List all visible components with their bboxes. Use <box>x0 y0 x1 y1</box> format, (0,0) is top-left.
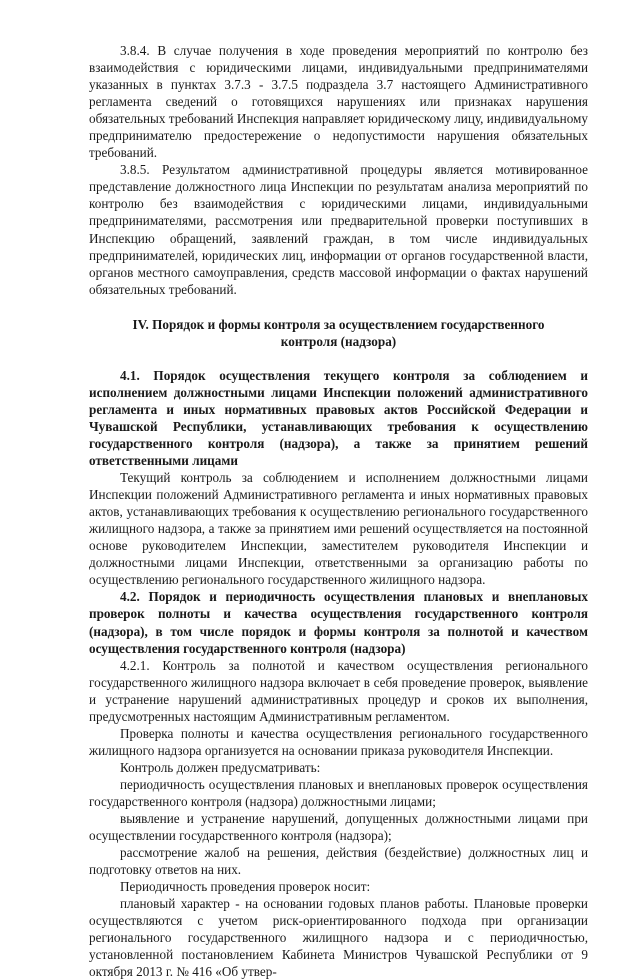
paragraph-3-8-5: 3.8.5. Результатом административной процедуры является мотивированное представление должностного лица Инспекции по результатам анализа мероприятий по контролю без взаимодействия с юридическими лицами, индивидуальными предпринимателями, рассмотрения или предварительной проверки поступивших в Инспекцию обращений, заявлений граждан, в том числе индивидуальных предпринимателей, юридических лиц, информации от органов государственной власти, органов местного самоуправления, средств массовой информации о фактах нарушений обязательных требований. <box>89 162 588 297</box>
spacer <box>89 298 588 316</box>
paragraph-periodicity-intro: Периодичность проведения проверок носит: <box>120 879 371 895</box>
paragraph-control-intro: Контроль должен предусматривать: <box>120 759 321 775</box>
list-item-complaints: рассмотрение жалоб на решения, действия (бездействие) должностных лиц и подготовку ответов на них. <box>89 845 588 878</box>
paragraph-check-organization: Проверка полноты и качества осуществления регионального государственного жилищного надзора организуется на основании приказа руководителя Инспекции. <box>89 725 588 758</box>
spacer <box>89 350 588 367</box>
list-item-periodicity: периодичность осуществления плановых и внеплановых проверок осуществления государственного контроля (надзора) должностными лицами; <box>89 776 588 809</box>
paragraph-3-8-4: 3.8.4. В случае получения в ходе проведения мероприятий по контролю без взаимодействия с юридическими лицами, индивидуальными предпринимателями указанных в пунктах 3.7.3 - 3.7.5 подраздела 3.7 настоящего Административного регламента сведений о готовящихся нарушениях или признаках нарушения обязательных требований Инспекция направляет юридическому лицу, индивидуальному предпринимателю предостережение о недопустимости нарушения обязательных требований. <box>89 43 588 161</box>
list-item-violations: выявление и устранение нарушений, допущенных должностными лицами при осуществлении государственного контроля (надзора); <box>89 811 588 844</box>
paragraph-4-2-1: 4.2.1. Контроль за полнотой и качеством осуществления регионального государственного жилищного надзора включает в себя проведение проверок, выявление и устранение нарушений административных процедур и сроков их выполнения, предусмотренных настоящим Административным регламентом. <box>89 657 588 724</box>
paragraph-planned-checks: плановый характер - на основании годовых планов работы. Плановые проверки осуществляются с учетом риск-ориентированного подхода при организации регионального государственного жилищного надзора и с периодичностью, установленной постановлением Кабинета Министров Чувашской Республики от 9 октября 2013 г. № 416 «Об утвер- <box>89 896 588 980</box>
subsection-4-2-heading: 4.2. Порядок и периодичность осуществления плановых и внеплановых проверок полноты и качества осуществления государственного контроля (надзора), в том числе порядок и формы контроля за полнотой и качеством осуществления государственного контроля (надзора) <box>89 589 588 656</box>
paragraph-4-1: Текущий контроль за соблюдением и исполнением должностными лицами Инспекции положений Административного регламента и иных нормативных правовых актов, устанавливающих требования к осуществлению регионального государственного жилищного надзора, а также за принятием ими решений осуществляется на постоянной основе руководителем Инспекции, заместителем руководителя Инспекции и должностными лицами Инспекции, ответственными за организацию работы по осуществлению регионального государственного жилищного надзора. <box>89 470 588 588</box>
subsection-4-1-heading: 4.1. Порядок осуществления текущего контроля за соблюдением и исполнением должностными лицами Инспекции положений административного регламента и иных нормативных правовых актов Российской Федерации и Чувашской Республики, устанавливающих требования к осуществлению государственного контроля (надзора), а также за принятием решений ответственными лицами <box>89 367 588 469</box>
section-iv-heading: IV. Порядок и формы контроля за осуществлением государственного контроля (надзора) <box>132 316 545 349</box>
